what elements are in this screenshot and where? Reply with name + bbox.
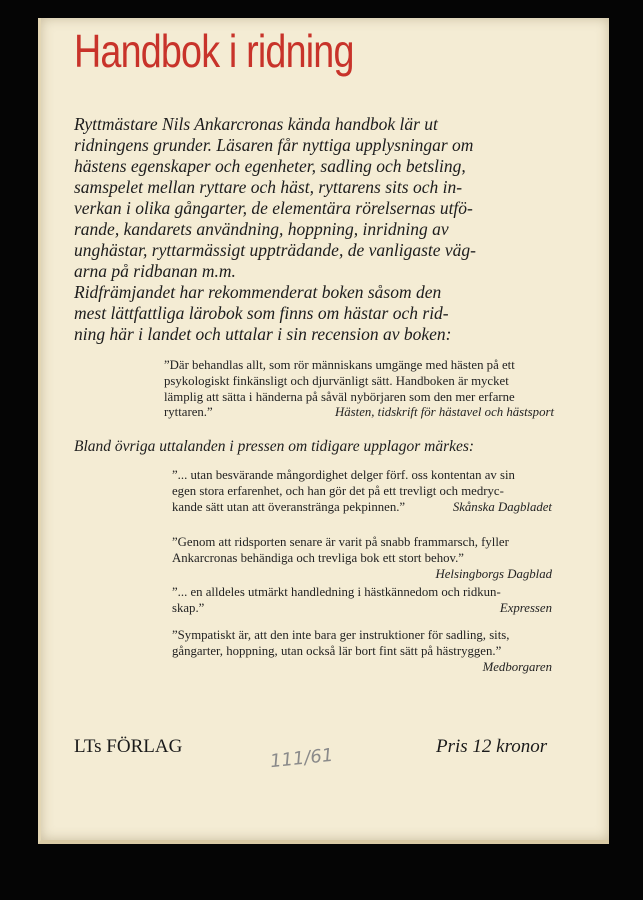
intro-line: hästens egenskaper och egenheter, sadling och betsling, [74,156,466,176]
recommend-line: ning här i landet och uttalar i sin recension av boken: [74,324,452,344]
quote-line: ”Genom att ridsporten senare är varit på snabb frammarsch, fyller [172,535,509,549]
press-intro [74,436,570,457]
intro-line: rande, kandarets användning, hoppning, inridning av [74,219,449,239]
quote-source: Helsingborgs Dagblad [435,566,552,581]
quote-line: egen stora erfarenhet, och han gör det på ett trevligt och medryc- [172,483,504,498]
price-label: Pris 12 kronor [436,736,548,757]
recommend-line: mest lättfattliga lärobok som finns om hästar och rid- [74,303,449,323]
quote-source: Medborgaren [482,659,552,674]
quote-line: ”... utan besvärande mångordighet delger förf. oss kontentan av sin [172,468,515,482]
intro-paragraph [74,114,570,345]
recommend-line: Ridfrämjandet har rekommenderat boken såsom den [74,282,442,302]
quote-source: Expressen [499,600,552,615]
quote-line: ”... en alldeles utmärkt handledning i hästkännedom och ridkun- [172,585,501,599]
quote-source: Skånska Dagbladet [452,499,552,514]
quote-line: skap.” [172,600,205,615]
publisher-name: LTs FÖRLAG [74,736,183,757]
quote-line: psykologiskt finkänsligt och djurvänligt sätt. Handboken är mycket [164,373,509,388]
intro-line: ridningens grunder. Läsaren får nyttiga upplysningar om [74,135,474,155]
intro-line: Ryttmästare Nils Ankarcronas kända handbok lär ut [74,114,438,134]
intro-line: unghästar, ryttarmässigt uppträdande, de vanligaste väg- [74,240,476,260]
book-title: Handbok i ridning [74,25,354,77]
main-quote [164,358,554,421]
quote-line: ”Sympatiskt är, att den inte bara ger instruktioner för sadling, sits, [172,628,510,642]
press-quote-1 [172,468,552,515]
quote-line: ryttaren.” [164,405,213,420]
pencil-note: 111/61 [269,744,335,773]
quote-line: Ankarcronas behändiga och trevliga bok ett stort behov.” [172,550,464,565]
quote-source: Hästen, tidskrift för hästavel och hästsport [335,405,554,420]
intro-line: verkan i olika gångarter, de elementära rörelsernas utfö- [74,198,473,218]
press-quote-4 [172,628,552,675]
quote-last-row [172,601,552,617]
press-intro-line: Bland övriga uttalanden i pressen om tidigare upplagor märkes: [74,438,475,455]
quote-line: kande sätt utan att överanstränga pekpinnen.” [172,499,406,514]
intro-line: arna på ridbanan m.m. [74,261,236,281]
quote-last-row [164,405,554,421]
quote-line: gångarter, hoppning, utan också lär bort fint sätt på hästryggen.” [172,643,502,658]
press-quote-2 [172,535,552,582]
intro-line: samspelet mellan ryttare och häst, ryttarens sits och in- [74,177,463,197]
press-quote-3 [172,585,552,617]
quote-line: lämplig att sätta i händerna på såväl nybörjaren som den mer erfarne [164,389,515,404]
quote-last-row [172,500,552,516]
quote-line: ”Där behandlas allt, som rör människans umgänge med hästen på ett [164,358,515,372]
